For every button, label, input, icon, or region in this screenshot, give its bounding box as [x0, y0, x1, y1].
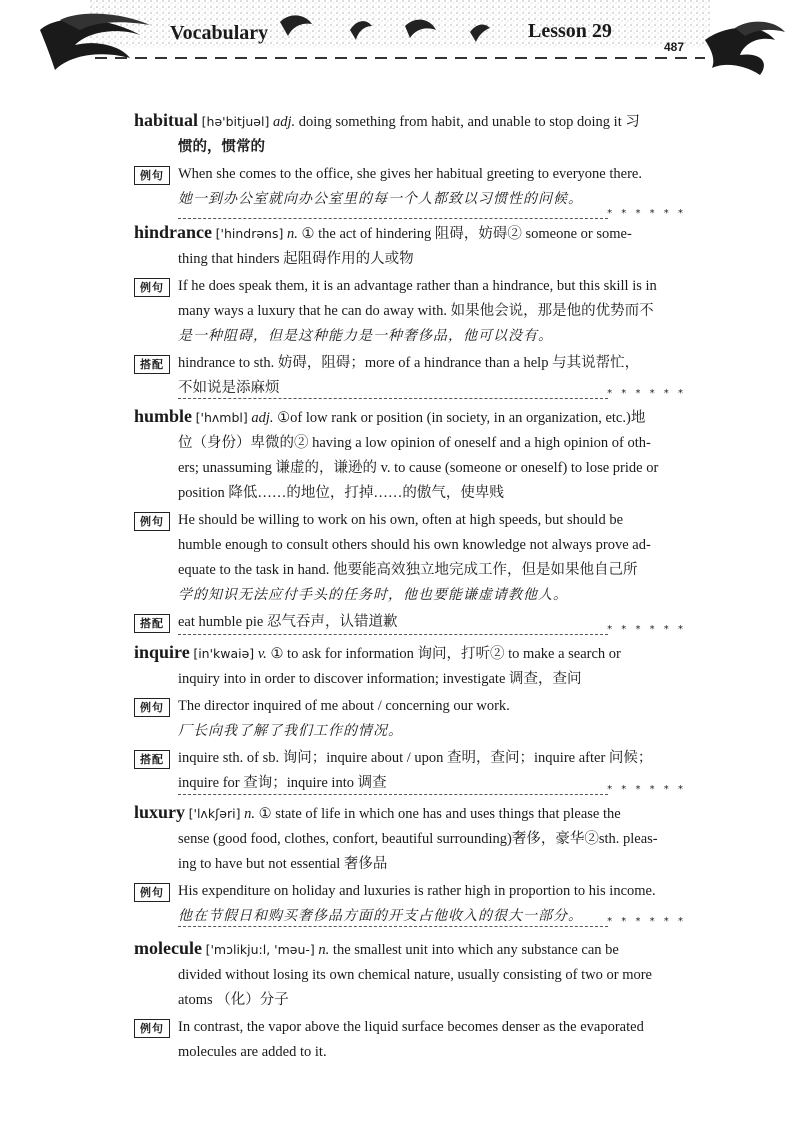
definition-line: ers; unassuming 谦虚的，谦逊的 v. to cause (someone or oneself) to lose pride or: [178, 460, 659, 476]
example-line: many ways a luxury that he can do away with. 如果他会说，那是他的优势而不: [178, 303, 654, 319]
entry-inquire: [134, 640, 700, 796]
entry-luxury: [134, 800, 700, 929]
part-of-speech: v.: [257, 646, 267, 662]
example-block: [134, 508, 700, 608]
example-line: When she comes to the office, she gives her habitual greeting to everyone there.: [178, 166, 642, 182]
headword: humble: [134, 406, 193, 426]
definition-line: ing to have but not essential 奢侈品: [178, 856, 388, 872]
definition-line: ① the act of hindering 阻碍，妨碍② someone or some-: [301, 226, 632, 242]
pronunciation: ['mɔlikju:l, 'məu-]: [205, 942, 315, 957]
part-of-speech: n.: [244, 806, 255, 822]
definition-line: ① to ask for information 询问，打听② to make a search or: [270, 646, 621, 662]
pronunciation: ['hindrəns]: [215, 226, 284, 241]
example-line: He should be willing to work on his own, often at high speeds, but should be: [178, 512, 624, 528]
entry-habitual: [134, 108, 700, 212]
collocation-tag: 搭配: [134, 750, 170, 769]
definition-line: 惯的，惯常的: [178, 139, 265, 155]
collocation-line: eat humble pie 忍气吞声，认错道歉: [178, 614, 398, 630]
section-title: Vocabulary: [170, 22, 269, 44]
definition-line: the smallest unit into which any substance can be: [332, 942, 619, 958]
example-tag: 例句: [134, 166, 170, 185]
pronunciation: [hə'bitjuəl]: [201, 114, 270, 129]
example-line: equate to the task in hand. 他要能高效独立地完成工作，但是如果他自己所: [178, 562, 638, 578]
collocation-line: inquire sth. of sb. 询问；inquire about / upon 查明，查问；inquire after 问候；: [178, 750, 653, 766]
definition-line: atoms （化）分子: [178, 992, 289, 1008]
example-line: In contrast, the vapor above the liquid surface becomes denser as the evaporated: [178, 1019, 644, 1035]
example-line: The director inquired of me about / concerning our work.: [178, 698, 510, 714]
definition-line: ① state of life in which one has and uses things that please the: [258, 806, 621, 822]
part-of-speech: n.: [286, 226, 298, 242]
example-tag: 例句: [134, 1019, 170, 1038]
part-of-speech: adj.: [251, 410, 274, 426]
entry-molecule: [134, 936, 700, 1065]
headword: habitual: [134, 110, 199, 130]
entry-hindrance: [134, 220, 700, 401]
definition-line: thing that hinders 起阻碍作用的人或物: [178, 251, 414, 267]
example-block: [134, 162, 700, 212]
example-line: 学的知识无法应付手头的任务时，他也要能谦虚请教他人。: [178, 588, 568, 603]
definition-line: doing something from habit, and unable to stop doing it 习: [298, 114, 640, 130]
headword: luxury: [134, 802, 186, 822]
pronunciation: [in'kwaiə]: [193, 646, 255, 661]
example-line: molecules are added to it.: [178, 1044, 327, 1060]
entry-separator: * * * * * *: [178, 214, 686, 224]
example-block: [134, 274, 700, 349]
page-header: [0, 0, 800, 80]
definition-line: position 降低……的地位，打掉……的傲气，使卑贱: [178, 485, 504, 501]
example-tag: 例句: [134, 512, 170, 531]
entry-separator: * * * * * *: [178, 630, 686, 640]
example-line: humble enough to consult others should his own knowledge not always prove ad-: [178, 537, 651, 553]
pronunciation: ['lʌkʃəri]: [188, 806, 241, 821]
example-block: [134, 1015, 700, 1065]
example-tag: 例句: [134, 278, 170, 297]
example-block: [134, 694, 700, 744]
entry-humble: [134, 404, 700, 635]
definition-line: ①of low rank or position (in society, in an organization, etc.)地: [277, 410, 646, 426]
example-line: His expenditure on holiday and luxuries is rather high in proportion to his income.: [178, 883, 656, 899]
definition-line: divided without losing its own chemical nature, usually consisting of two or more: [178, 967, 652, 983]
example-tag: 例句: [134, 883, 170, 902]
collocation-line: 不如说是添麻烦: [178, 380, 280, 396]
headword: molecule: [134, 938, 202, 958]
definition-line: 位（身份）卑微的② having a low opinion of oneself and a high opinion of oth-: [178, 435, 651, 451]
definition-line: sense (good food, clothes, confort, beautiful surrounding)奢侈，豪华②sth. pleas-: [178, 831, 658, 847]
example-line: 他在节假日和购买奢侈品方面的开支占他收入的很大一部分。: [178, 909, 583, 924]
lesson-title: Lesson 29: [528, 20, 612, 42]
part-of-speech: adj.: [272, 114, 296, 130]
entry-separator: * * * * * *: [178, 922, 686, 932]
collocation-line: inquire for 查询；inquire into 调查: [178, 775, 387, 791]
example-line: 厂长向我了解了我们工作的情况。: [178, 724, 403, 739]
pronunciation: ['hʌmbl]: [195, 410, 248, 425]
collocation-tag: 搭配: [134, 614, 170, 633]
entry-separator: * * * * * *: [178, 790, 686, 800]
headword: inquire: [134, 642, 190, 662]
example-tag: 例句: [134, 698, 170, 717]
page-number: 487: [664, 40, 685, 54]
collocation-tag: 搭配: [134, 355, 170, 374]
collocation-line: hindrance to sth. 妨碍，阻碍；more of a hindrance than a help 与其说帮忙，: [178, 355, 640, 371]
example-line: 是一种阻碍，但是这种能力是一种奢侈品，他可以没有。: [178, 329, 553, 344]
example-line: 她一到办公室就向办公室里的每一个人都致以习惯性的问候。: [178, 192, 583, 207]
entry-separator: * * * * * *: [178, 394, 686, 404]
headword: hindrance: [134, 222, 213, 242]
example-line: If he does speak them, it is an advantage rather than a hindrance, but this skill is in: [178, 278, 657, 294]
part-of-speech: n.: [318, 942, 330, 958]
definition-line: inquiry into in order to discover information; investigate 调查，查问: [178, 671, 582, 687]
